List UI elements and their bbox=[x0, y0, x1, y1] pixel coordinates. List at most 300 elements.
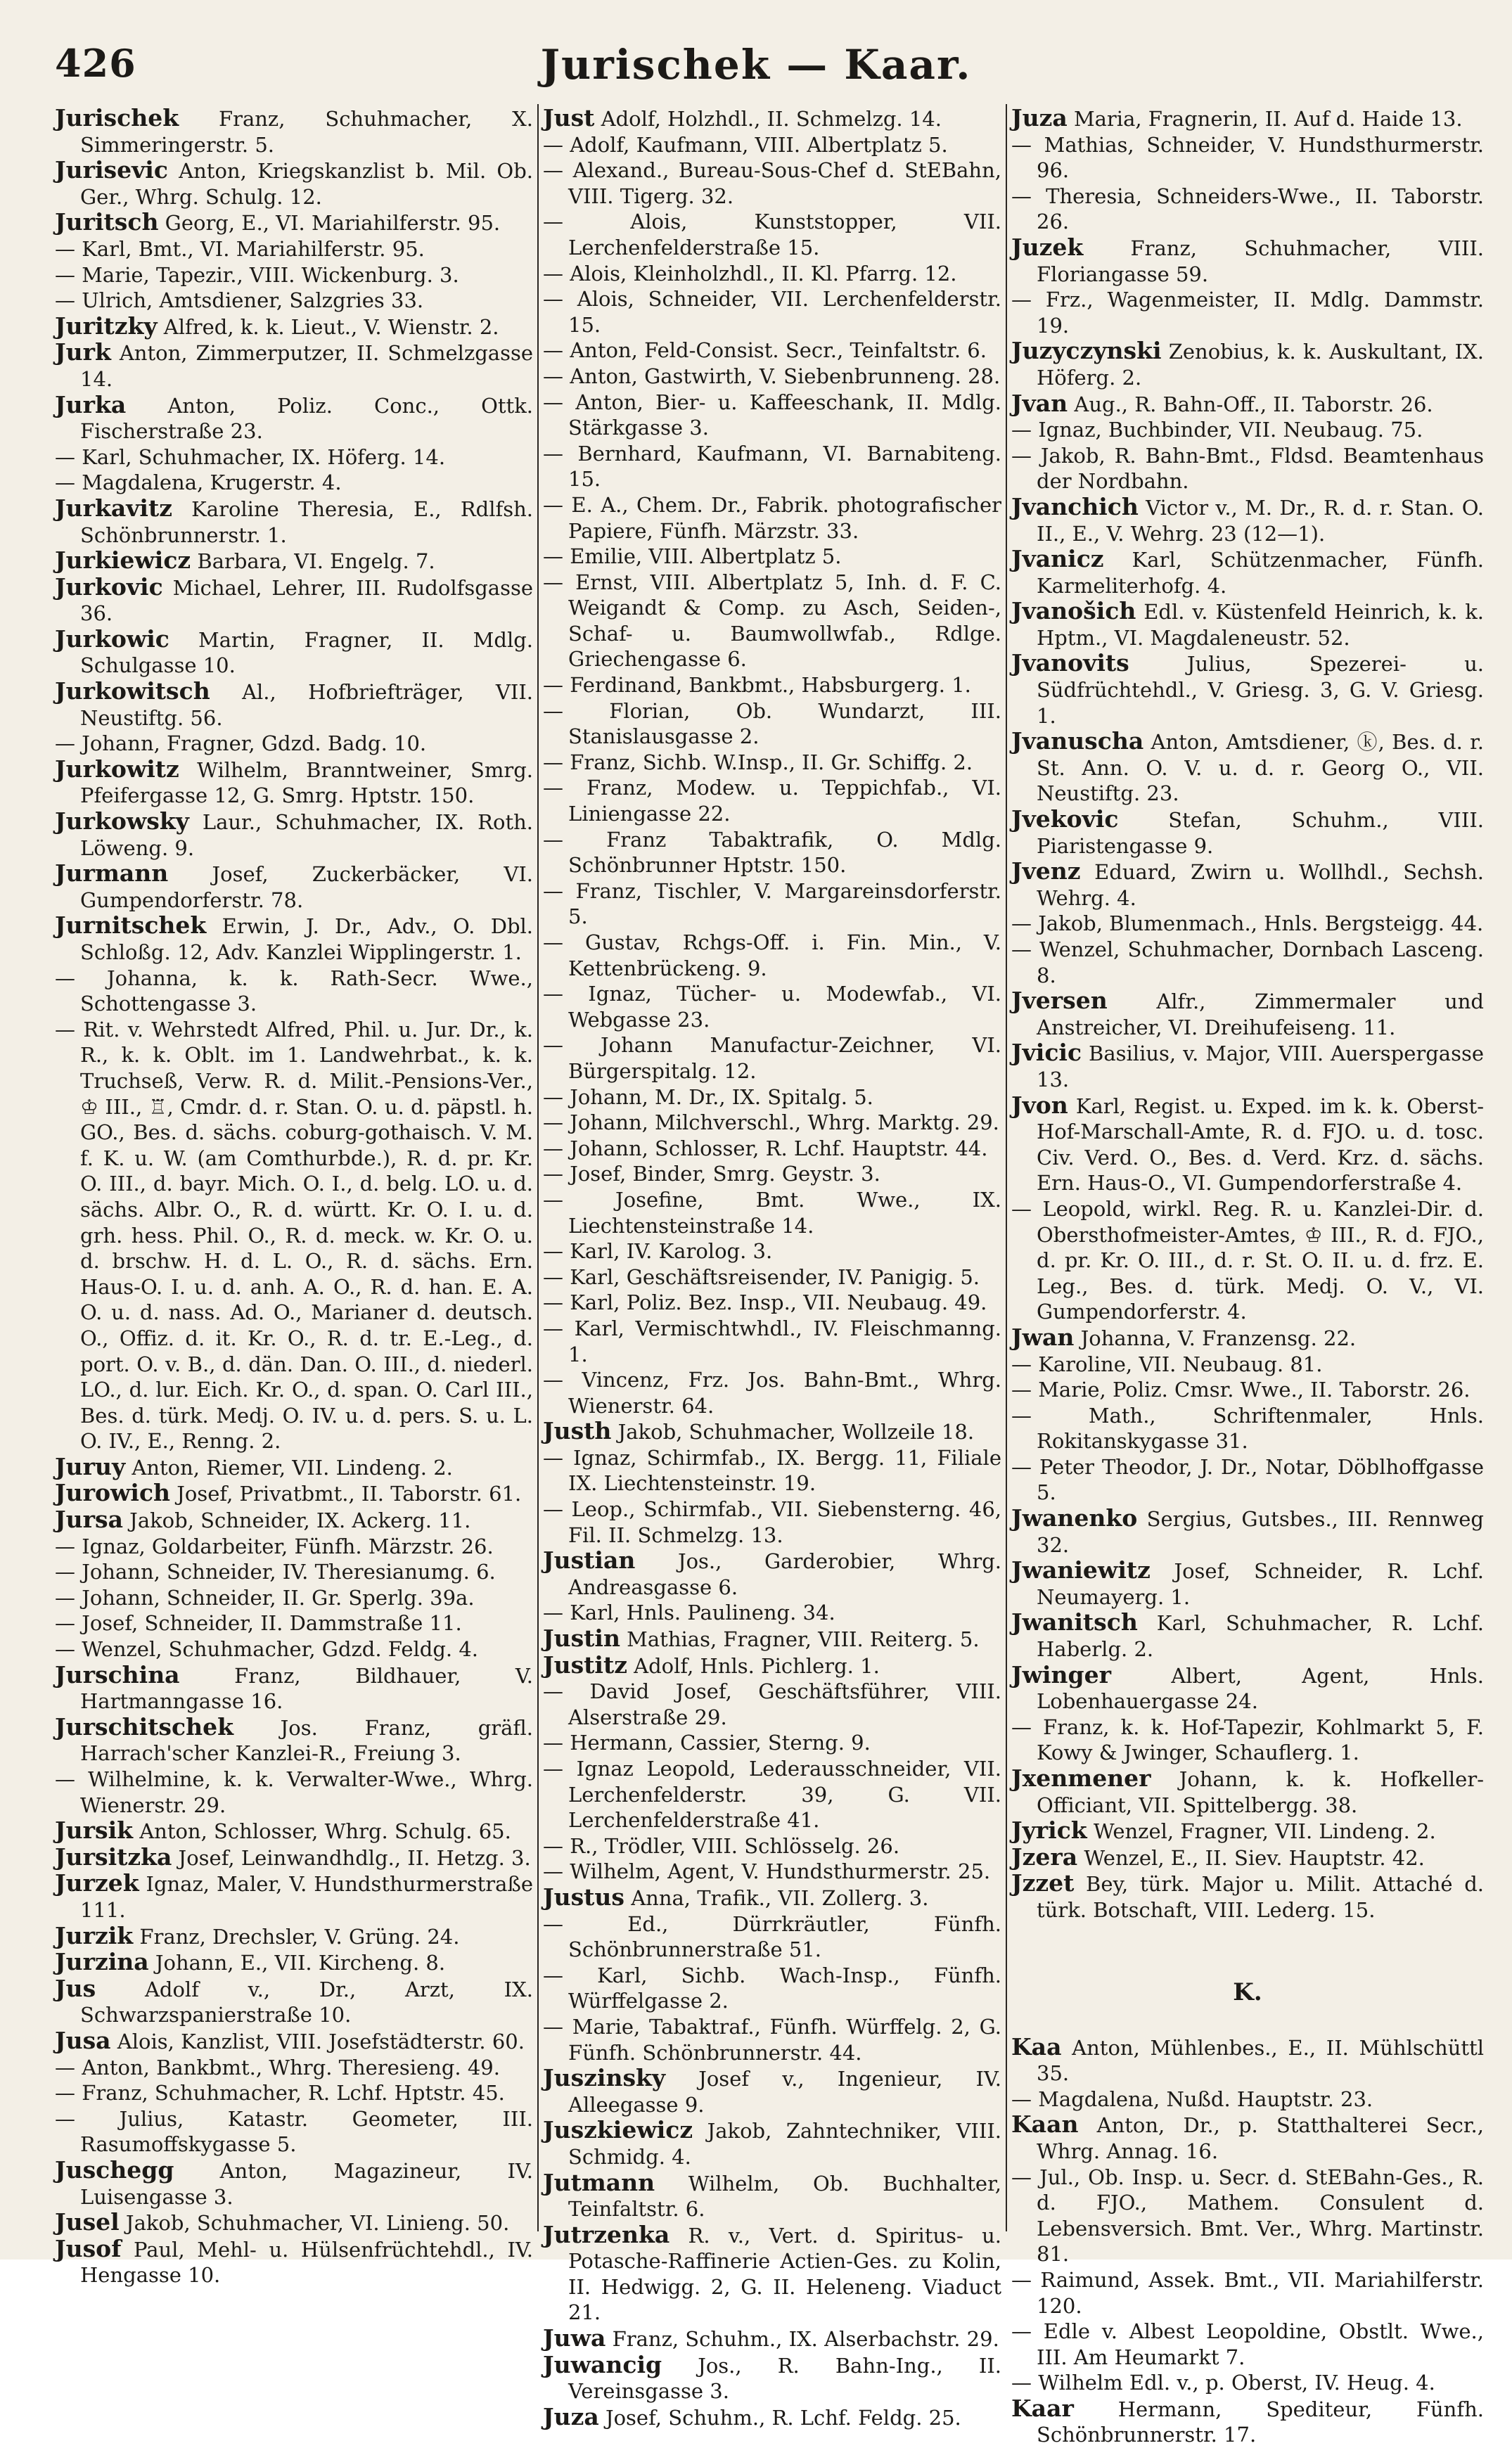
entry-surname: Juza bbox=[543, 2402, 599, 2430]
directory-entry bbox=[55, 2210, 533, 2236]
entry-surname: Juwa bbox=[543, 2324, 606, 2352]
entry-details: Adolf v., Dr., Arzt, IX. Schwarzspanierstraße 10. bbox=[80, 1977, 533, 2027]
directory-entry bbox=[55, 210, 533, 236]
directory-entry bbox=[543, 544, 1001, 570]
directory-entry bbox=[1011, 1403, 1484, 1454]
entry-details: — Karl, Hnls. Paulineng. 34. bbox=[543, 1601, 835, 1625]
entry-details: Josef, Leinwandhdlg., II. Hetzg. 3. bbox=[172, 1845, 531, 1870]
entry-surname: Justh bbox=[543, 1417, 612, 1445]
entry-surname: Jusel bbox=[55, 2208, 120, 2236]
entry-details: Franz, Drechsler, V. Grüng. 24. bbox=[133, 1924, 460, 1949]
directory-entry bbox=[55, 1923, 533, 1950]
directory-entry bbox=[1011, 911, 1484, 937]
entry-details: Georg, E., VI. Mariahilferstr. 95. bbox=[158, 211, 501, 236]
directory-entry bbox=[543, 364, 1001, 390]
entry-details: — Florian, Ob. Wundarzt, III. Stanislausgasse 2. bbox=[543, 698, 1001, 749]
directory-entry bbox=[55, 966, 533, 1017]
directory-entry bbox=[55, 1534, 533, 1560]
directory-entry bbox=[1011, 287, 1484, 338]
entry-details: Josef, Privatbmt., II. Taborstr. 61. bbox=[170, 1482, 522, 1506]
entry-surname: Juzek bbox=[1011, 233, 1084, 261]
directory-entry bbox=[1011, 235, 1484, 287]
entry-surname: Kaar bbox=[1011, 2394, 1074, 2422]
entry-details: — Magdalena, Krugerstr. 4. bbox=[55, 470, 342, 495]
entry-details: Johanna, V. Franzensg. 22. bbox=[1074, 1326, 1357, 1350]
entry-details: — Josefine, Bmt. Wwe., IX. Liechtensteinstraße 14. bbox=[543, 1187, 1001, 1238]
directory-entry bbox=[55, 262, 533, 288]
entry-details: — Karl, Vermischtwhdl., IV. Fleischmanng. 1. bbox=[543, 1316, 1001, 1366]
entry-details: — Johann, Schlosser, R. Lchf. Hauptstr. 44. bbox=[543, 1136, 988, 1160]
entry-surname: Jurnitschek bbox=[55, 911, 207, 940]
directory-entry bbox=[55, 1767, 533, 1818]
directory-entry bbox=[55, 314, 533, 340]
column-2 bbox=[543, 104, 1001, 2430]
entry-details: Anton, Riemer, VII. Lindeng. 2. bbox=[125, 1455, 453, 1480]
directory-entry bbox=[543, 1136, 1001, 1162]
entry-details: Anton, Dr., p. Statthalterei Secr., Whrg. Annag. 16. bbox=[1037, 2113, 1484, 2163]
entry-details: Josef, Schneider, R. Lchf. Neumayerg. 1. bbox=[1037, 1559, 1484, 1609]
directory-entry bbox=[543, 1032, 1001, 1084]
entry-surname: Just bbox=[543, 104, 595, 132]
directory-entry bbox=[55, 2106, 533, 2158]
entry-details: Alfr., Zimmermaler und Anstreicher, VI. Dreihufeiseng. 11. bbox=[1037, 989, 1484, 1039]
entry-details: — Mathias, Schneider, V. Hundsthurmerstr. 96. bbox=[1011, 132, 1484, 183]
directory-entry bbox=[55, 1976, 533, 2028]
entry-details: — Wilhelmine, k. k. Verwalter-Wwe., Whrg. Wienerstr. 29. bbox=[55, 1767, 533, 1817]
column-divider bbox=[1006, 104, 1007, 2231]
entry-details: Josef, Zuckerbäcker, VI. Gumpendorferstr. 78. bbox=[80, 862, 533, 912]
entry-details: — Anton, Feld-Consist. Secr., Teinfaltstr. 6. bbox=[543, 338, 987, 363]
directory-entry bbox=[1011, 1506, 1484, 1558]
entry-surname: Jvenz bbox=[1011, 857, 1081, 885]
page-number: 426 bbox=[55, 41, 136, 86]
entry-details: — Jakob, Blumenmach., Hnls. Bergsteigg. 44. bbox=[1011, 911, 1484, 936]
directory-entry bbox=[543, 1418, 1001, 1445]
entry-details: — Wenzel, Schuhmacher, Gdzd. Feldg. 4. bbox=[55, 1637, 478, 1662]
entry-details: Anton, Zimmerputzer, II. Schmelzgasse 14. bbox=[80, 341, 533, 391]
directory-entry bbox=[1011, 1040, 1484, 1092]
entry-details: Barbara, VI. Engelg. 7. bbox=[191, 549, 435, 574]
entry-surname: Justian bbox=[543, 1546, 636, 1575]
directory-entry bbox=[55, 1017, 533, 1454]
directory-entry bbox=[1011, 391, 1484, 418]
entry-surname: Jutrzenka bbox=[543, 2220, 670, 2248]
directory-entry bbox=[543, 492, 1001, 544]
entry-details: Jakob, Schneider, IX. Ackerg. 11. bbox=[122, 1508, 471, 1533]
directory-entry bbox=[55, 1480, 533, 1507]
directory-entry bbox=[543, 1187, 1001, 1238]
directory-entry bbox=[543, 2014, 1001, 2065]
entry-details: Stefan, Schuhm., VIII. Piaristengasse 9. bbox=[1037, 808, 1484, 858]
directory-entry bbox=[543, 2117, 1001, 2170]
directory-entry bbox=[1011, 132, 1484, 184]
entry-surname: Juza bbox=[1011, 104, 1068, 132]
entry-details: Basilius, v. Major, VIII. Auerspergasse 13. bbox=[1037, 1042, 1484, 1091]
entry-details: — Anton, Gastwirth, V. Siebenbrunneng. 28. bbox=[543, 364, 1001, 388]
entry-details: — Math., Schriftenmaler, Hnls. Rokitanskygasse 31. bbox=[1011, 1403, 1484, 1454]
entry-surname: Jursik bbox=[55, 1816, 133, 1845]
entry-details: — Vincenz, Frz. Jos. Bahn-Bmt., Whrg. Wienerstr. 64. bbox=[543, 1368, 1001, 1418]
entry-details: — Johann, Fragner, Gdzd. Badg. 10. bbox=[55, 731, 427, 756]
entry-details: — Johann, Milchverschl., Whrg. Marktg. 29. bbox=[543, 1110, 999, 1135]
directory-entry bbox=[1011, 184, 1484, 235]
entry-details: — Karl, IV. Karolog. 3. bbox=[543, 1239, 773, 1264]
directory-entry bbox=[543, 209, 1001, 260]
entry-details: Erwin, J. Dr., Adv., O. Dbl. Schloßg. 12, Adv. Kanzlei Wipplingerstr. 1. bbox=[80, 914, 533, 964]
directory-entry bbox=[55, 1585, 533, 1611]
directory-entry bbox=[55, 861, 533, 913]
directory-entry bbox=[1011, 1610, 1484, 1662]
entry-details: — Alois, Kleinholzhdl., II. Kl. Pfarrg. 12. bbox=[543, 261, 957, 286]
directory-entry bbox=[55, 2080, 533, 2106]
entry-details: Anton, Kriegskanzlist b. Mil. Ob. Ger., Whrg. Schulg. 12. bbox=[80, 159, 533, 209]
directory-entry bbox=[55, 444, 533, 470]
directory-entry bbox=[543, 338, 1001, 364]
entry-details: — E. A., Chem. Dr., Fabrik. photografischer Papiere, Fünfh. Märzstr. 33. bbox=[543, 492, 1001, 543]
entry-details: Franz, Schuhmacher, VIII. Floriangasse 59. bbox=[1037, 236, 1484, 286]
directory-entry bbox=[55, 548, 533, 575]
directory-entry bbox=[55, 236, 533, 262]
directory-entry bbox=[543, 286, 1001, 338]
entry-details: Ignaz, Maler, V. Hundsthurmerstraße 111. bbox=[80, 1872, 533, 1922]
directory-entry bbox=[543, 2352, 1001, 2404]
directory-entry bbox=[55, 1662, 533, 1715]
directory-entry bbox=[1011, 2087, 1484, 2113]
entry-details: — Gustav, Rchgs-Off. i. Fin. Min., V. Kettenbrückeng. 9. bbox=[543, 930, 1001, 980]
entry-surname: Jwinger bbox=[1011, 1660, 1112, 1688]
entry-details: — Franz Tabaktrafik, O. Mdlg. Schönbrunner Hptstr. 150. bbox=[543, 827, 1001, 878]
entry-details: Eduard, Zwirn u. Wollhdl., Sechsh. Wehrg. 4. bbox=[1037, 860, 1484, 910]
entry-details: — Ignaz, Goldarbeiter, Fünfh. Märzstr. 26. bbox=[55, 1534, 494, 1558]
entry-surname: Juwancig bbox=[543, 2350, 662, 2378]
directory-entry bbox=[543, 1679, 1001, 1730]
entry-details: Anton, Mühlenbes., E., II. Mühlschüttl 35. bbox=[1037, 2035, 1484, 2086]
directory-entry bbox=[1011, 859, 1484, 911]
directory-entry bbox=[1011, 1845, 1484, 1871]
entry-details: — Edle v. Albest Leopoldine, Obstlt. Wwe., III. Am Heumarkt 7. bbox=[1011, 2319, 1484, 2369]
directory-entry bbox=[543, 1885, 1001, 1911]
directory-entry bbox=[543, 1548, 1001, 1600]
entry-surname: Jurowich bbox=[55, 1479, 171, 1507]
entry-surname: Kaa bbox=[1011, 2032, 1062, 2061]
entry-details: Jakob, Schuhmacher, Wollzeile 18. bbox=[611, 1420, 975, 1444]
entry-details: — Hermann, Cassier, Sterng. 9. bbox=[543, 1731, 871, 1755]
entry-surname: Jurschina bbox=[55, 1660, 180, 1688]
entry-surname: Jusa bbox=[55, 2026, 111, 2054]
entry-surname: Jursitzka bbox=[55, 1843, 172, 1871]
entry-surname: Jurzina bbox=[55, 1948, 149, 1976]
directory-entry bbox=[55, 624, 533, 679]
directory-entry bbox=[1011, 1454, 1484, 1506]
entry-details: — Emilie, VIII. Albertplatz 5. bbox=[543, 544, 842, 569]
directory-entry bbox=[543, 1756, 1001, 1833]
directory-entry bbox=[55, 1818, 533, 1845]
entry-details: Wenzel, Fragner, VII. Lindeng. 2. bbox=[1087, 1819, 1436, 1844]
entry-details: Hermann, Spediteur, Fünfh. Schönbrunnerstr. 17. bbox=[1037, 2397, 1484, 2447]
entry-details: — Wenzel, Schuhmacher, Dornbach Lasceng. 8. bbox=[1011, 937, 1484, 987]
directory-entry bbox=[55, 158, 533, 210]
directory-entry bbox=[55, 496, 533, 548]
directory-entry bbox=[543, 390, 1001, 441]
directory-entry bbox=[1011, 2034, 1484, 2087]
entry-details: Wilhelm, Branntweiner, Smrg. Pfeifergasse 12, G. Smrg. Hptstr. 150. bbox=[80, 757, 533, 808]
entry-details: — Adolf, Kaufmann, VIII. Albertplatz 5. bbox=[543, 132, 948, 157]
entry-details: — Johanna, k. k. Rath-Secr. Wwe., Schottengasse 3. bbox=[55, 966, 533, 1016]
entry-surname: Juritsch bbox=[55, 208, 159, 236]
entry-surname: Jurk bbox=[55, 338, 111, 366]
entry-surname: Juruy bbox=[55, 1452, 126, 1480]
directory-entry bbox=[1011, 417, 1484, 443]
directory-entry bbox=[55, 1845, 533, 1871]
directory-entry bbox=[543, 1290, 1001, 1316]
directory-entry bbox=[1011, 729, 1484, 807]
directory-entry bbox=[543, 1316, 1001, 1367]
entry-surname: Kaan bbox=[1011, 2110, 1079, 2139]
entry-details: — David Josef, Geschäftsführer, VIII. Alserstraße 29. bbox=[543, 1679, 1001, 1729]
directory-entry bbox=[543, 570, 1001, 672]
entry-details: Franz, Bildhauer, V. Hartmanngasse 16. bbox=[80, 1663, 533, 1714]
entry-details: Johann, k. k. Hofkeller-Officiant, VII. Spittelbergg. 38. bbox=[1037, 1767, 1484, 1817]
entry-details: — Johann, Schneider, IV. Theresianumg. 6. bbox=[55, 1560, 496, 1584]
entry-surname: Jurzik bbox=[55, 1921, 134, 1949]
entry-surname: Jurkavitz bbox=[55, 494, 172, 522]
entry-details: — Alois, Kunststopper, VII. Lerchenfelderstraße 15. bbox=[543, 210, 1001, 259]
entry-details: — Ignaz, Schirmfab., IX. Bergg. 11, Filiale IX. Liechtensteinstr. 19. bbox=[543, 1445, 1001, 1496]
column-1 bbox=[55, 104, 533, 2288]
entry-details: — Karl, Sichb. Wach-Insp., Fünfh. Würffelgasse 2. bbox=[543, 1963, 1001, 2013]
entry-surname: Juritzky bbox=[55, 312, 158, 340]
directory-entry bbox=[1011, 546, 1484, 598]
directory-entry bbox=[55, 913, 533, 965]
entry-details: — Wilhelm, Agent, V. Hundsthurmerstr. 25. bbox=[543, 1859, 991, 1884]
entry-details: Anton, Schlosser, Whrg. Schulg. 65. bbox=[132, 1819, 511, 1844]
entry-details: R. v., Vert. d. Spiritus- u. Potasche-Raffinerie Actien-Ges. zu Kolin, II. Hedwigg. 2, G. II. Heleneng. Viaduct 21. bbox=[568, 2223, 1001, 2325]
directory-entry bbox=[55, 1712, 533, 1767]
directory-entry bbox=[543, 775, 1001, 826]
entry-details: — Wilhelm Edl. v., p. Oberst, IV. Heug. 4. bbox=[1011, 2371, 1435, 2395]
entry-details: Karl, Schützenmacher, Fünfh. Karmeliterhofg. 4. bbox=[1037, 548, 1484, 598]
entry-surname: Jursa bbox=[55, 1506, 123, 1534]
entry-surname: Jwan bbox=[1011, 1323, 1075, 1351]
entry-details: — Theresia, Schneiders-Wwe., II. Taborstr. 26. bbox=[1011, 184, 1484, 234]
directory-entry bbox=[1011, 1818, 1484, 1845]
directory-entry bbox=[1011, 1352, 1484, 1378]
entry-details: — Karl, Geschäftsreisender, IV. Panigig. 5. bbox=[543, 1264, 980, 1289]
entry-surname: Jwaniewitz bbox=[1011, 1556, 1151, 1584]
directory-entry bbox=[55, 1871, 533, 1923]
directory-entry bbox=[55, 392, 533, 444]
entry-details: Michael, Lehrer, III. Rudolfsgasse 36. bbox=[80, 575, 533, 626]
directory-entry bbox=[1011, 494, 1484, 546]
entry-details: Wenzel, E., II. Siev. Hauptstr. 42. bbox=[1077, 1845, 1425, 1870]
entry-surname: Jwanitsch bbox=[1011, 1608, 1138, 1636]
entry-surname: Jvicic bbox=[1011, 1039, 1082, 1067]
entry-details: — R., Trödler, VIII. Schlösselg. 26. bbox=[543, 1833, 900, 1858]
directory-entry bbox=[1011, 2396, 1484, 2448]
entry-surname: Jwanenko bbox=[1011, 1504, 1138, 1532]
directory-entry bbox=[543, 261, 1001, 287]
directory-entry bbox=[543, 1367, 1001, 1418]
directory-entry bbox=[1011, 443, 1484, 494]
directory-entry bbox=[55, 572, 533, 627]
entry-surname: Jyrick bbox=[1011, 1816, 1087, 1845]
entry-details: — Karoline, VII. Neubaug. 81. bbox=[1011, 1352, 1323, 1376]
directory-entry bbox=[55, 288, 533, 314]
directory-entry bbox=[1011, 105, 1484, 132]
entry-surname: Jurkiewicz bbox=[55, 546, 191, 575]
entry-details: — Franz, Sichb. W.Insp., II. Gr. Schiffg. 2. bbox=[543, 750, 973, 774]
entry-details: — Frz., Wagenmeister, II. Mdlg. Dammstr. 19. bbox=[1011, 288, 1484, 338]
directory-entry bbox=[55, 757, 533, 809]
entry-details: — Anton, Bier- u. Kaffeeschank, II. Mdlg. Stärkgasse 3. bbox=[543, 390, 1001, 440]
directory-entry bbox=[543, 1497, 1001, 1548]
entry-surname: Justitz bbox=[543, 1651, 627, 1679]
directory-entry bbox=[1011, 988, 1484, 1040]
directory-entry bbox=[55, 1454, 533, 1481]
entry-details: — Jul., Ob. Insp. u. Secr. d. StEBahn-Ges., R. d. FJO., Mathem. Consulent d. Lebensversich. Bmt. Ver., Whrg. Martinstr. 81. bbox=[1011, 2165, 1484, 2267]
directory-entry bbox=[1011, 1196, 1484, 1325]
entry-details: Paul, Mehl- u. Hülsenfrüchtehdl., IV. Hengasse 10. bbox=[80, 2237, 533, 2288]
entry-surname: Justus bbox=[543, 1883, 624, 1911]
entry-details: Josef, Schuhm., R. Lchf. Feldg. 25. bbox=[598, 2405, 961, 2430]
entry-surname: Jvanošich bbox=[1011, 597, 1136, 625]
directory-entry bbox=[1011, 937, 1484, 988]
directory-entry bbox=[1011, 807, 1484, 859]
directory-entry bbox=[55, 679, 533, 731]
entry-details: Anna, Trafik., VII. Zollerg. 3. bbox=[624, 1885, 929, 1910]
directory-entry bbox=[1011, 2267, 1484, 2319]
entry-details: — Ignaz Leopold, Lederausschneider, VII. Lerchenfelderstr. 39, G. VII. Lerchenfelderstraße 41. bbox=[543, 1757, 1001, 1833]
entry-details: Jakob, Zahntechniker, VIII. Schmidg. 4. bbox=[568, 2119, 1001, 2169]
directory-entry bbox=[1011, 651, 1484, 729]
entry-details: — Julius, Katastr. Geometer, III. Rasumoffskygasse 5. bbox=[55, 2106, 533, 2157]
directory-entry bbox=[1011, 1093, 1484, 1196]
entry-surname: Jusof bbox=[55, 2234, 122, 2262]
entry-details: — Ed., Dürrkräutler, Fünfh. Schönbrunnerstraße 51. bbox=[543, 1911, 1001, 1962]
entry-surname: Jurkovic bbox=[55, 572, 163, 601]
directory-entry bbox=[1011, 1662, 1484, 1715]
entry-details: Laur., Schuhmacher, IX. Roth. Löweng. 9. bbox=[80, 810, 533, 860]
directory-entry bbox=[543, 2222, 1001, 2326]
entry-surname: Jurkowsky bbox=[55, 807, 189, 835]
entry-surname: Jvanicz bbox=[1011, 545, 1104, 573]
directory-entry bbox=[55, 1507, 533, 1534]
directory-entry bbox=[1011, 1325, 1484, 1352]
directory-entry bbox=[543, 698, 1001, 750]
entry-details: Alois, Kanzlist, VIII. Josefstädterstr. 60. bbox=[110, 2029, 525, 2053]
directory-entry bbox=[1011, 1715, 1484, 1766]
directory-entry bbox=[55, 2055, 533, 2081]
entry-details: Edl. v. Küstenfeld Heinrich, k. k. Hptm., VI. Magdaleneustr. 52. bbox=[1037, 600, 1484, 650]
entry-details: — Anton, Bankbmt., Whrg. Theresieng. 49. bbox=[55, 2055, 500, 2079]
entry-surname: Jurischek bbox=[55, 104, 179, 132]
directory-entry bbox=[543, 1110, 1001, 1136]
directory-entry bbox=[543, 2326, 1001, 2352]
directory-entry bbox=[1011, 1558, 1484, 1610]
entry-details: — Franz, k. k. Hof-Tapezir, Kohlmarkt 5, F. Kowy & Jwinger, Schauflerg. 1. bbox=[1011, 1715, 1484, 1765]
entry-details: — Johann, M. Dr., IX. Spitalg. 5. bbox=[543, 1084, 873, 1109]
entry-details: Aug., R. Bahn-Off., II. Taborstr. 26. bbox=[1068, 392, 1433, 416]
entry-details: Anton, Magazineur, IV. Luisengasse 3. bbox=[80, 2158, 533, 2209]
section-letter: K. bbox=[1233, 1978, 1262, 2006]
directory-entry bbox=[55, 809, 533, 861]
directory-entry bbox=[543, 1238, 1001, 1264]
entry-details: — Ferdinand, Bankbmt., Habsburgerg. 1. bbox=[543, 673, 971, 698]
entry-details: — Ignaz, Tücher- u. Modewfab., VI. Webgasse 23. bbox=[543, 982, 1001, 1032]
entry-surname: Jurka bbox=[55, 390, 127, 418]
entry-surname: Jurschitschek bbox=[55, 1712, 233, 1741]
directory-entry bbox=[1011, 338, 1484, 390]
entry-details: — Josef, Schneider, II. Dammstraße 11. bbox=[55, 1611, 462, 1636]
entry-surname: Jutmann bbox=[543, 2168, 655, 2196]
entry-surname: Jurkowic bbox=[55, 624, 169, 653]
entry-surname: Jurkowitz bbox=[55, 755, 179, 783]
directory-entry bbox=[55, 2028, 533, 2055]
entry-details: Sergius, Gutsbes., III. Rennweg 32. bbox=[1037, 1507, 1484, 1557]
directory-entry bbox=[55, 731, 533, 757]
directory-entry bbox=[543, 1833, 1001, 1859]
entry-surname: Jvanuscha bbox=[1011, 727, 1144, 755]
entry-details: — Rit. v. Wehrstedt Alfred, Phil. u. Jur. Dr., k. R., k. k. Oblt. im 1. Landwehrbat., k. k. Truchseß, Verw. R. d. Milit.-Pensions-Ver., ♔ III., ♖, Cmdr. d. r. Stan. O. u. d. päpstl. h. GO., Bes. d. sächs. coburg-gothaisch. V. M. f. K. u. W. (am Comthurbde.), R. d. pr. Kr. O. III., d. bayr. Mich. O. I., d. belg. LO. u. d. sächs. Albr. O., R. d. württ. Kr. O. I. u. d. grh. hess. Phil. O., R. d. meck. w. Kr. O. u. d. brschw. H. d. L. O., R. d. sächs. Ern. Haus-O. I. u. d. anh. A. O., R. d. han. E. A. O. u. d. nass. Ad. O., Marianer d. deutsch. O., Offiz. d. it. Kr. O., R. d. tr. E.-Leg., d. port. O. v. B., d. dän. Dan. O. III., d. niederl. LO., d. lur. Eich. Kr. O., d. span. O. Carl III., Bes. d. türk. Medj. O. IV. u. d. pers. S. u. L. O. IV., E., Renng. 2. bbox=[55, 1017, 533, 1454]
directory-entry bbox=[55, 1636, 533, 1662]
entry-surname: Jvanovits bbox=[1011, 649, 1129, 677]
entry-surname: Jvan bbox=[1011, 389, 1068, 417]
directory-entry bbox=[55, 1949, 533, 1976]
entry-surname: Jxenmener bbox=[1011, 1764, 1151, 1792]
entry-surname: Justin bbox=[543, 1624, 620, 1653]
entry-surname: Jurzek bbox=[55, 1869, 139, 1897]
entry-details: Wilhelm, Ob. Buchhalter, Teinfaltstr. 6. bbox=[568, 2171, 1001, 2222]
directory-entry bbox=[55, 470, 533, 496]
directory-entry bbox=[1011, 1377, 1484, 1403]
directory-entry bbox=[543, 981, 1001, 1032]
entry-details: — Leopold, wirkl. Reg. R. u. Kanzlei-Dir. d. Obersthofmeister-Amtes, ♔ III., R. d. FJO., d. pr. Kr. O. III., d. r. St. O. II. u. d. frz. E. Leg., Bes. d. türk. Medj. O. V., VI. Gumpendorferstr. 4. bbox=[1011, 1196, 1484, 1324]
entry-surname: Jzera bbox=[1011, 1843, 1078, 1871]
entry-details: — Ignaz, Buchbinder, VII. Neubaug. 75. bbox=[1011, 418, 1423, 442]
directory-entry bbox=[1011, 2319, 1484, 2370]
entry-details: — Marie, Tapezir., VIII. Wickenburg. 3. bbox=[55, 262, 459, 287]
entry-surname: Juszkiewicz bbox=[543, 2116, 693, 2144]
entry-details: — Bernhard, Kaufmann, VI. Barnabiteng. 15. bbox=[543, 441, 1001, 492]
entry-details: — Marie, Poliz. Cmsr. Wwe., II. Taborstr. 26. bbox=[1011, 1378, 1471, 1402]
entry-details: — Johann Manufactur-Zeichner, VI. Bürgerspitalg. 12. bbox=[543, 1033, 1001, 1083]
entry-surname: Juschegg bbox=[55, 2155, 174, 2184]
entry-details: Mathias, Fragner, VIII. Reiterg. 5. bbox=[620, 1627, 980, 1652]
entry-details: — Josef, Binder, Smrg. Geystr. 3. bbox=[543, 1162, 880, 1186]
directory-entry bbox=[543, 930, 1001, 981]
entry-details: Jakob, Schuhmacher, VI. Linieng. 50. bbox=[119, 2211, 510, 2236]
directory-entry bbox=[55, 105, 533, 158]
entry-details: Adolf, Hnls. Pichlerg. 1. bbox=[627, 1653, 880, 1678]
entry-details: — Ernst, VIII. Albertplatz 5, Inh. d. F. C. Weigandt & Comp. zu Asch, Seiden-, Schaf- u. Baumwollwfab., Rdlge. Griechengasse 6. bbox=[543, 570, 1001, 672]
entry-surname: Jurisevic bbox=[55, 156, 168, 184]
entry-details: Adolf, Holzhdl., II. Schmelzg. 14. bbox=[594, 107, 942, 131]
directory-entry bbox=[1011, 2370, 1484, 2396]
entry-details: — Alois, Schneider, VII. Lerchenfelderstr. 15. bbox=[543, 287, 1001, 337]
directory-entry bbox=[543, 1264, 1001, 1290]
entry-surname: Juszinsky bbox=[543, 2064, 666, 2092]
page-header bbox=[55, 41, 1457, 104]
entry-surname: Jzzet bbox=[1011, 1869, 1075, 1897]
entry-details: — Marie, Tabaktraf., Fünfh. Würffelg. 2, G. Fünfh. Schönbrunnerstr. 44. bbox=[543, 2014, 1001, 2065]
entry-details: — Franz, Schuhmacher, R. Lchf. Hptstr. 45. bbox=[55, 2081, 505, 2106]
directory-entry bbox=[1011, 1871, 1484, 1923]
entry-details: — Karl, Bmt., VI. Mariahilferstr. 95. bbox=[55, 236, 425, 261]
directory-entry bbox=[543, 1084, 1001, 1110]
directory-entry bbox=[543, 1161, 1001, 1187]
entry-surname: Jvekovic bbox=[1011, 805, 1119, 833]
entry-details: — Peter Theodor, J. Dr., Notar, Döblhoffgasse 5. bbox=[1011, 1454, 1484, 1505]
